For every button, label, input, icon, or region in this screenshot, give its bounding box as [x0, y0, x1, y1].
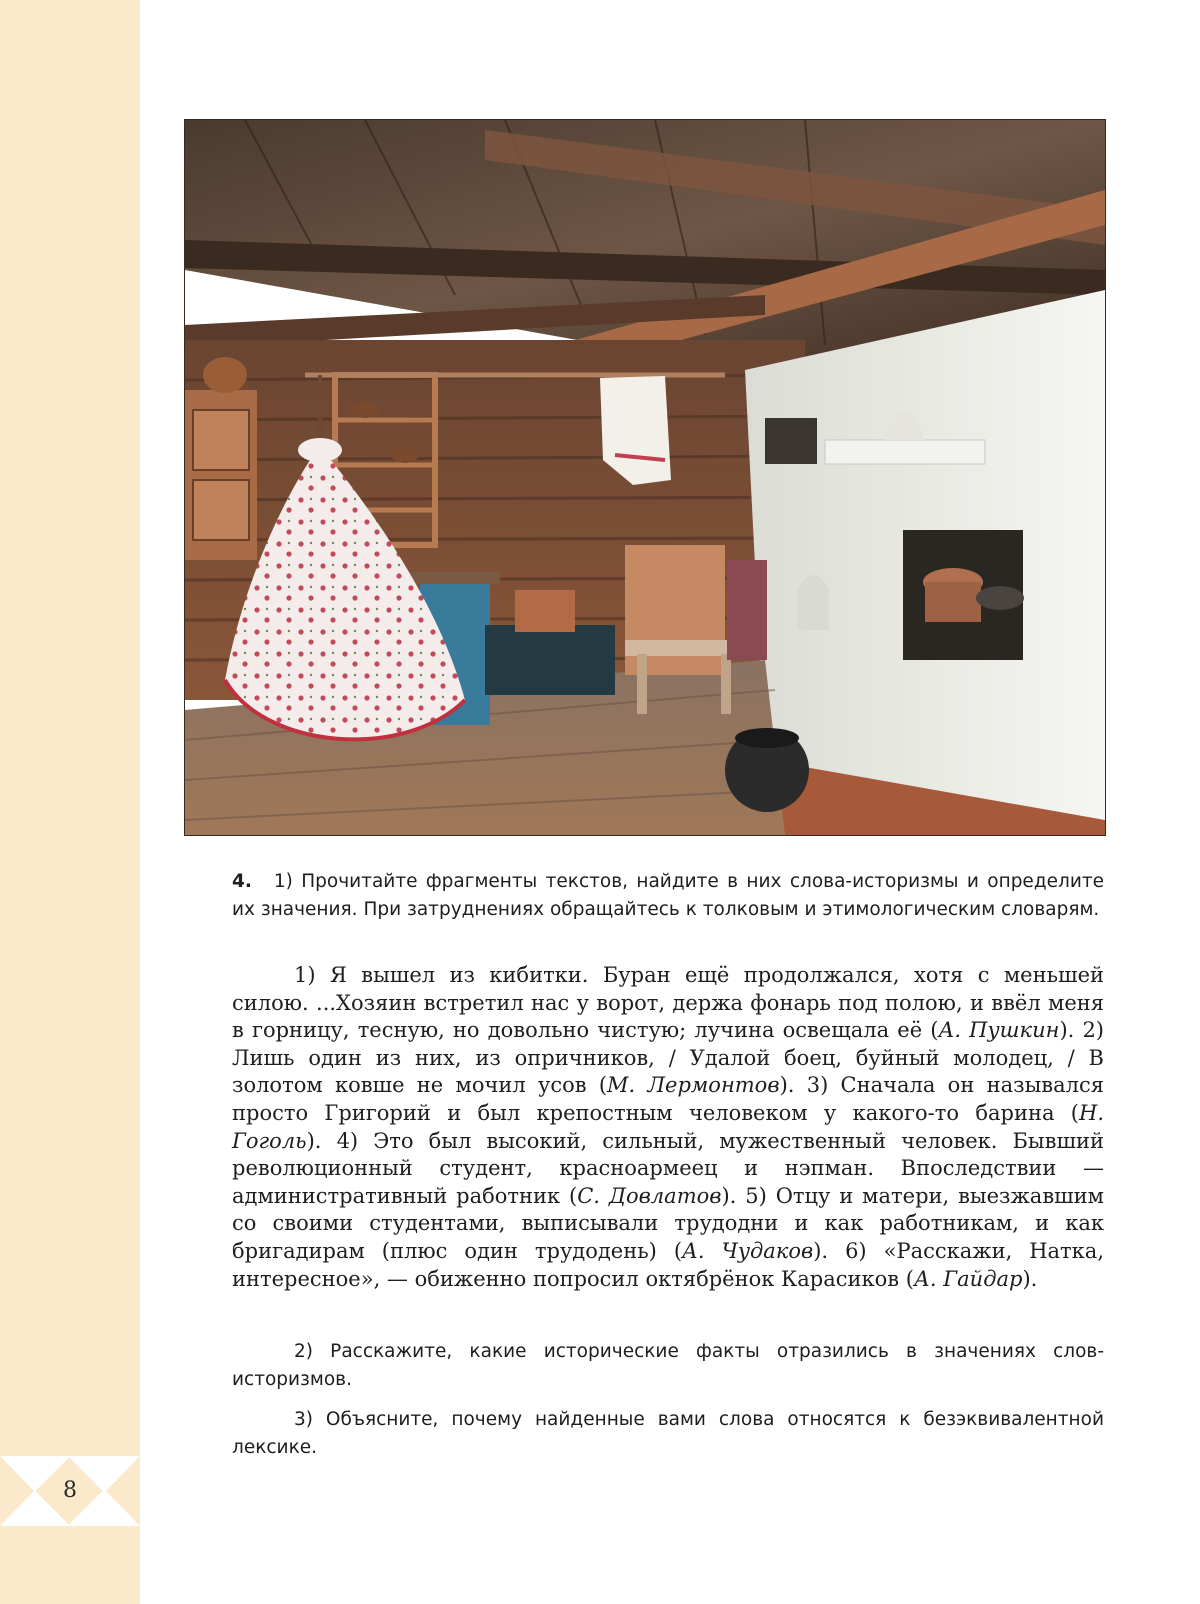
quote-segment: ). 3) Сначала он назывался просто Григорий и был крепостным человеком у какого-то барина (	[232, 1073, 1104, 1125]
exercise-task-2: 2) Расскажите, какие исторические факты отразились в значениях слов-историзмов.	[232, 1341, 1104, 1390]
exercise-task-3: 3) Объясните, почему найденные вами слова относятся к безэквивалентной лексике.	[232, 1409, 1104, 1458]
page-number: 8	[63, 1478, 77, 1503]
quote-segment: ). 6) «Расскажи, Натка, интересное», — обиженно попросил октябрёнок Карасиков (	[232, 1238, 1104, 1291]
exercise-instruction-text: 1) Прочитайте фрагменты текстов, найдите в них слова-историзмы и определите их значения. При затруднениях обращайтесь к толковым и этимологическим словарям.	[232, 871, 1104, 920]
quote-segment: ). 5) Отцу и матери, выезжавшим со своими студентами, выписывали трудодни и как работникам, и как бригадирам (плюс один трудодень) (	[232, 1183, 1105, 1263]
quote-author: А. Гайдар	[914, 1266, 1023, 1291]
page-margin-band	[0, 0, 140, 1604]
quote-segment: 1) Я вышел из кибитки. Буран ещё продолжался, хотя с меньшей силою. ...Хозяин встретил нас у ворот, держа фонарь под полою, и ввёл меня в горницу, тесную, но довольно чистую; лучина освещала её (	[232, 963, 1104, 1043]
quote-author: А. Пушкин	[938, 1018, 1060, 1043]
izba-interior-photo	[184, 119, 1106, 836]
quoted-fragments	[232, 962, 1104, 1293]
quote-segment: ). 4) Это был высокий, сильный, мужественный человек. Бывший революционный студент, красноармеец и нэпман. Впоследствии — административный работник (	[232, 1128, 1104, 1208]
exercise-number: 4.	[232, 871, 252, 892]
quote-segment: ).	[1022, 1266, 1038, 1291]
quote-author: М. Лермонтов	[607, 1073, 780, 1098]
quote-author: С. Довлатов	[577, 1183, 722, 1208]
exercise-instruction	[232, 868, 1104, 924]
izba-illustration	[185, 120, 1105, 835]
quote-author: А. Чудаков	[682, 1238, 814, 1263]
quote-author: Н. Гоголь	[232, 1100, 1104, 1153]
quote-segment: ). 2) Лишь один из них, из опричников, / Удалой боец, буйный молодец, / В золотом ковше не мочил усов (	[232, 1018, 1104, 1098]
